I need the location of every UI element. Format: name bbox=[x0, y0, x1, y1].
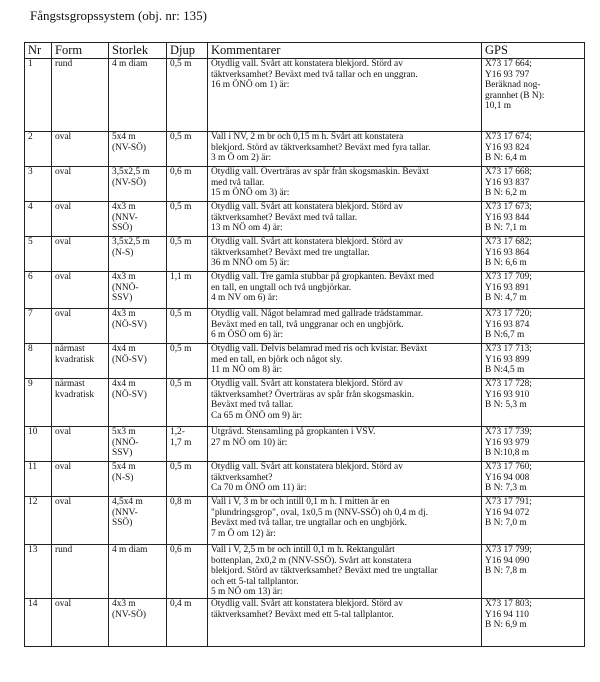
table-row bbox=[25, 59, 585, 132]
table-row bbox=[25, 598, 585, 646]
cell-size: 4x4 m (NÖ-SV) bbox=[109, 379, 167, 427]
cell-gps: X73 17 674; Y16 93 824 B N: 6,4 m bbox=[482, 132, 585, 167]
cell-comment: Otydlig vall. Svårt att konstatera blekjord. Störd av täktverksamhet? Överträras av spår från skogsmaskin. Beväxt med två tallar. Ca 65 m ÖNÖ om 9) är: bbox=[208, 379, 482, 427]
cell-nr: 5 bbox=[25, 237, 52, 272]
cell-depth: 1,1 m bbox=[167, 272, 208, 309]
cell-size: 4x3 m (NÖ-SV) bbox=[109, 309, 167, 344]
table-row bbox=[25, 379, 585, 427]
header-nr: Nr bbox=[25, 43, 52, 59]
table-row bbox=[25, 309, 585, 344]
cell-nr: 4 bbox=[25, 202, 52, 237]
cell-comment: Otydlig vall. Svårt att konstatera blekjord. Störd av täktverksamhet? Beväxt med två tallar. 13 m NÖ om 4) är: bbox=[208, 202, 482, 237]
cell-depth: 0,8 m bbox=[167, 497, 208, 545]
cell-nr: 6 bbox=[25, 272, 52, 309]
pit-table bbox=[24, 42, 585, 647]
cell-comment: Vall i V, 2,5 m br och intill 0,1 m h. Rektangulärt bottenplan, 2x0,2 m (NNV-SSÖ). Svårt att konstatera blekjord. Störd av täktverksamhet? Beväxt med tre ungtallar och ett 5-tal tallplantor. 5 m NÖ om 13) är: bbox=[208, 545, 482, 599]
header-form: Form bbox=[52, 43, 109, 59]
cell-form: oval bbox=[52, 598, 109, 646]
cell-size: 4x3 m (NNÖ- SSV) bbox=[109, 272, 167, 309]
cell-form: närmast kvadratisk bbox=[52, 379, 109, 427]
cell-comment: Otydlig vall. Överträras av spår från skogsmaskin. Beväxt med två tallar. 15 m ÖNÖ om 3) är: bbox=[208, 167, 482, 202]
cell-depth: 0,4 m bbox=[167, 598, 208, 646]
cell-comment: Otydlig vall. Svårt att konstatera blekjord. Störd av täktverksamhet? Beväxt med två tallar och en unggran. 16 m ÖNÖ om 1) är: bbox=[208, 59, 482, 132]
cell-depth: 0,5 m bbox=[167, 237, 208, 272]
cell-form: oval bbox=[52, 237, 109, 272]
cell-depth: 0,5 m bbox=[167, 379, 208, 427]
header-gps: GPS bbox=[482, 43, 585, 59]
cell-form: rund bbox=[52, 545, 109, 599]
table-row bbox=[25, 132, 585, 167]
cell-nr: 9 bbox=[25, 379, 52, 427]
cell-size: 4 m diam bbox=[109, 545, 167, 599]
cell-depth: 0,5 m bbox=[167, 202, 208, 237]
cell-comment: Otydlig vall. Svårt att konstatera blekjord. Störd av täktverksamhet? Beväxt med ett 5-tal tallplantor. bbox=[208, 598, 482, 646]
cell-form: oval bbox=[52, 272, 109, 309]
cell-gps: X73 17 791; Y16 94 072 B N: 7,0 m bbox=[482, 497, 585, 545]
cell-gps: X73 17 682; Y16 93 864 B N: 6,6 m bbox=[482, 237, 585, 272]
cell-form: oval bbox=[52, 497, 109, 545]
table-row bbox=[25, 462, 585, 497]
cell-depth: 0,5 m bbox=[167, 309, 208, 344]
cell-gps: X73 17 799; Y16 94 090 B N: 7,8 m bbox=[482, 545, 585, 599]
cell-nr: 1 bbox=[25, 59, 52, 132]
cell-form: oval bbox=[52, 167, 109, 202]
table-row bbox=[25, 344, 585, 379]
cell-gps: X73 17 803; Y16 94 110 B N: 6,9 m bbox=[482, 598, 585, 646]
document-title: Fångstsgropssystem (obj. nr: 135) bbox=[30, 8, 207, 23]
cell-form: oval bbox=[52, 202, 109, 237]
table-row bbox=[25, 202, 585, 237]
cell-nr: 3 bbox=[25, 167, 52, 202]
cell-gps: X73 17 720; Y16 93 874 B N:6,7 m bbox=[482, 309, 585, 344]
cell-nr: 8 bbox=[25, 344, 52, 379]
cell-nr: 14 bbox=[25, 598, 52, 646]
table-row bbox=[25, 497, 585, 545]
cell-depth: 0,5 m bbox=[167, 344, 208, 379]
table-row bbox=[25, 167, 585, 202]
header-row bbox=[25, 43, 585, 59]
cell-size: 5x4 m (NV-SÖ) bbox=[109, 132, 167, 167]
cell-depth: 0,5 m bbox=[167, 462, 208, 497]
cell-form: oval bbox=[52, 427, 109, 462]
cell-comment: Vall i V, 3 m br och intill 0,1 m h. I mitten är en "plundringsgrop", oval, 1x0,5 m (NNV-SSÖ) oh 0,4 m dj. Beväxt med två tallar, tre ungtallar och en ungbjörk. 7 m Ö om 12) är: bbox=[208, 497, 482, 545]
cell-depth: 0,6 m bbox=[167, 545, 208, 599]
cell-size: 4x3 m (NNV- SSÖ) bbox=[109, 202, 167, 237]
cell-comment: Otydlig vall. Svårt att konstatera blekjord. Störd av täktverksamhet? Beväxt med tre ungtallar. 36 m NNÖ om 5) är: bbox=[208, 237, 482, 272]
cell-depth: 0,5 m bbox=[167, 132, 208, 167]
cell-nr: 12 bbox=[25, 497, 52, 545]
cell-comment: Utgrävd. Stensamling på gropkanten i VSV. 27 m NÖ om 10) är: bbox=[208, 427, 482, 462]
cell-nr: 10 bbox=[25, 427, 52, 462]
cell-gps: X73 17 664; Y16 93 797 Beräknad nog- grannhet (B N): 10,1 m bbox=[482, 59, 585, 132]
cell-gps: X73 17 760; Y16 94 008 B N: 7,3 m bbox=[482, 462, 585, 497]
cell-comment: Otydlig vall. Svårt att konstatera blekjord. Störd av täktverksamhet? Ca 70 m ÖNÖ om 11) är: bbox=[208, 462, 482, 497]
cell-gps: X73 17 673; Y16 93 844 B N: 7,1 m bbox=[482, 202, 585, 237]
cell-gps: X73 17 739; Y16 93 979 B N:10,8 m bbox=[482, 427, 585, 462]
cell-size: 3,5x2,5 m (NV-SÖ) bbox=[109, 167, 167, 202]
cell-size: 4x3 m (NV-SÖ) bbox=[109, 598, 167, 646]
cell-form: oval bbox=[52, 309, 109, 344]
cell-gps: X73 17 728; Y16 93 910 B N: 5,3 m bbox=[482, 379, 585, 427]
cell-nr: 7 bbox=[25, 309, 52, 344]
cell-form: oval bbox=[52, 462, 109, 497]
table-row bbox=[25, 237, 585, 272]
header-depth: Djup bbox=[167, 43, 208, 59]
header-comment: Kommentarer bbox=[208, 43, 482, 59]
cell-size: 5x3 m (NNÖ- SSV) bbox=[109, 427, 167, 462]
table-row bbox=[25, 545, 585, 599]
cell-gps: X73 17 713; Y16 93 899 B N:4,5 m bbox=[482, 344, 585, 379]
cell-size: 4,5x4 m (NNV- SSÖ) bbox=[109, 497, 167, 545]
cell-nr: 11 bbox=[25, 462, 52, 497]
cell-form: oval bbox=[52, 132, 109, 167]
cell-depth: 0,6 m bbox=[167, 167, 208, 202]
cell-nr: 13 bbox=[25, 545, 52, 599]
cell-size: 4x4 m (NÖ-SV) bbox=[109, 344, 167, 379]
header-size: Storlek bbox=[109, 43, 167, 59]
cell-comment: Otydlig vall. Något belamrad med gallrade trädstammar. Beväxt med en tall, två unggranar och en ungbjörk. 6 m ÖSÖ om 6) är: bbox=[208, 309, 482, 344]
cell-comment: Vall i NV, 2 m br och 0,15 m h. Svårt att konstatera blekjord. Störd av täktverksamhet? Beväxt med fyra tallar. 3 m Ö om 2) är: bbox=[208, 132, 482, 167]
cell-form: rund bbox=[52, 59, 109, 132]
cell-size: 3,5x2,5 m (N-S) bbox=[109, 237, 167, 272]
cell-form: närmast kvadratisk bbox=[52, 344, 109, 379]
cell-gps: X73 17 709; Y16 93 891 B N: 4,7 m bbox=[482, 272, 585, 309]
table-row bbox=[25, 427, 585, 462]
cell-comment: Otydlig vall. Delvis belamrad med ris och kvistar. Beväxt med en tall, en björk och något sly. 11 m NÖ om 8) är: bbox=[208, 344, 482, 379]
cell-nr: 2 bbox=[25, 132, 52, 167]
cell-comment: Otydlig vall. Tre gamla stubbar på gropkanten. Beväxt med en tall, en ungtall och två ungbjörkar. 4 m NV om 6) är: bbox=[208, 272, 482, 309]
table-row bbox=[25, 272, 585, 309]
cell-size: 5x4 m (N-S) bbox=[109, 462, 167, 497]
cell-gps: X73 17 668; Y16 93 837 B N: 6,2 m bbox=[482, 167, 585, 202]
cell-depth: 1,2- 1,7 m bbox=[167, 427, 208, 462]
cell-size: 4 m diam bbox=[109, 59, 167, 132]
cell-depth: 0,5 m bbox=[167, 59, 208, 132]
